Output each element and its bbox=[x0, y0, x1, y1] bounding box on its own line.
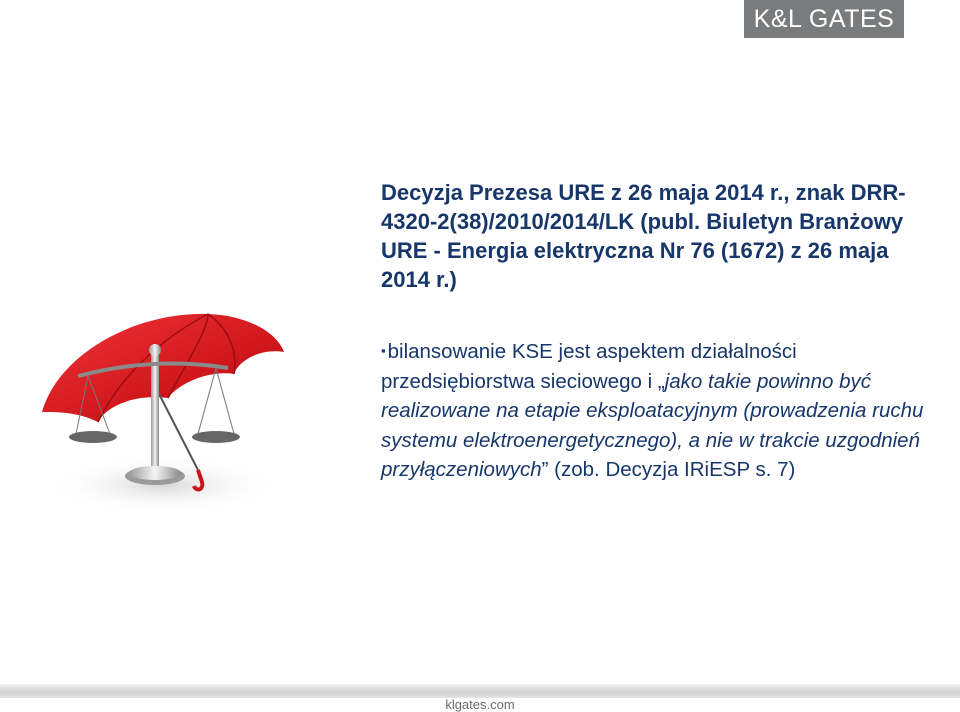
bullet-paragraph bbox=[381, 336, 931, 485]
bullet-marker: ▪ bbox=[381, 343, 386, 358]
bullet-text-intro: bilansowanie KSE jest aspektem działalności przedsiębiorstwa sieciowego i „ bbox=[381, 340, 797, 393]
slide-title: Decyzja Prezesa URE z 26 maja 2014 r., znak DRR-4320-2(38)/2010/2014/LK (publ. Biuletyn Branżowy URE - Energia elektryczna Nr 76 (1672) z 26 maja 2014 r.) bbox=[381, 180, 906, 292]
footer-website: klgates.com bbox=[445, 697, 515, 712]
umbrella-scales-icon bbox=[38, 300, 298, 515]
bullet-text-quote: jako takie powinno być realizowane na etapie eksploatacyjnym (prowadzenia ruchu systemu elektroenergetycznego), a nie w trakcie uzgodnień przyłączeniowych bbox=[381, 369, 924, 481]
footer-divider bbox=[0, 684, 960, 698]
company-logo: K&L GATES bbox=[744, 0, 904, 38]
bullet-text-reference: ” (zob. Decyzja IRiESP s. 7) bbox=[541, 458, 796, 481]
